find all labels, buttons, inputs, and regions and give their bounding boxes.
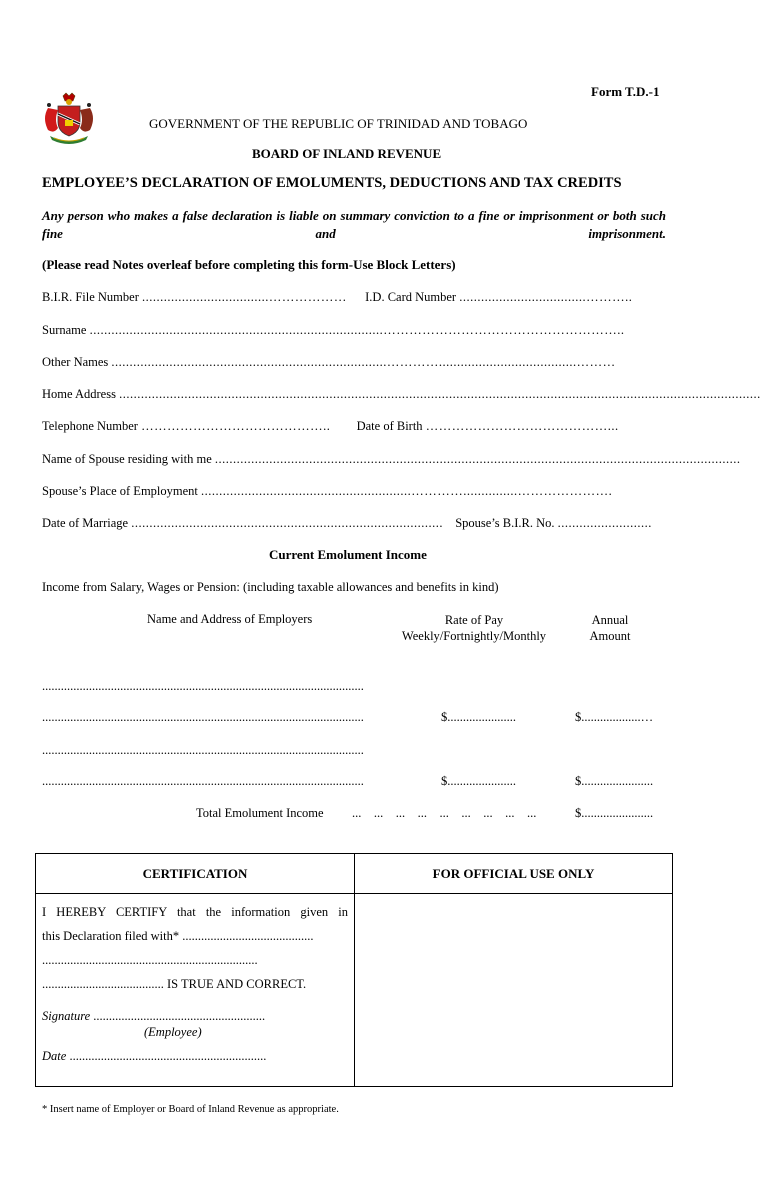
rate-header-line2: Weekly/Fortnightly/Monthly	[401, 629, 547, 643]
surname-label: Surname	[42, 323, 87, 337]
certify-line-2	[42, 924, 348, 948]
emolument-heading: Current Emolument Income	[269, 547, 427, 562]
bir-file-number-label: B.I.R. File Number	[42, 290, 139, 304]
date-of-birth-blank[interactable]: ……………………………………...	[425, 419, 619, 433]
other-names-label: Other Names	[42, 355, 109, 369]
date-of-marriage-field[interactable]	[42, 515, 666, 532]
government-name: GOVERNMENT OF THE REPUBLIC OF TRINIDAD AND TOBAGO	[149, 116, 528, 131]
certification-header: CERTIFICATION	[36, 854, 355, 894]
form-title: EMPLOYEE’S DECLARATION OF EMOLUMENTS, DEDUCTIONS AND TAX CREDITS	[42, 175, 622, 191]
bir-file-number-field[interactable]	[42, 289, 666, 306]
date-label: Date	[42, 1049, 67, 1063]
telephone-field[interactable]	[42, 418, 666, 435]
rate-blank-1[interactable]: $......................	[441, 710, 516, 724]
signature-label: Signature	[42, 1009, 91, 1023]
date-line	[42, 1044, 348, 1068]
telephone-label: Telephone Number	[42, 419, 138, 433]
total-emolument-label: Total Emolument Income	[196, 806, 324, 820]
home-address-blank[interactable]: .................................................................................................................................................................................	[119, 387, 761, 401]
form-id: Form T.D.-1	[591, 84, 660, 99]
annual-header-line2: Amount	[589, 629, 631, 643]
id-card-number-blank[interactable]: ...................................………..	[459, 290, 633, 304]
total-emolument-amount[interactable]: $.......................	[575, 806, 654, 820]
other-names-field[interactable]	[42, 354, 666, 371]
surname-field[interactable]	[42, 322, 666, 339]
employer-line-1[interactable]: .......................................................................................................	[42, 679, 364, 693]
spouse-name-label: Name of Spouse residing with me	[42, 452, 212, 466]
bir-file-number-blank[interactable]: ...................................………………	[142, 290, 347, 304]
true-and-correct-text: IS TRUE AND CORRECT.	[167, 977, 307, 991]
false-declaration-warning: Any person who makes a false declaration is liable on summary conviction to a fine or imprisonment or both such fine and imprisonment.	[42, 208, 666, 241]
certify-line-1: I HEREBY CERTIFY that the information given in	[42, 905, 348, 919]
spouse-bir-label: Spouse’s B.I.R. No.	[455, 516, 555, 530]
spouse-employment-label: Spouse’s Place of Employment	[42, 484, 198, 498]
spouse-name-field[interactable]	[42, 451, 741, 468]
other-names-blank[interactable]: ............................................................................…………......................................………	[111, 355, 616, 369]
date-of-marriage-label: Date of Marriage	[42, 516, 129, 530]
certification-table	[35, 853, 673, 1087]
date-blank[interactable]: ...............................................................	[69, 1049, 267, 1063]
annual-header-line1: Annual	[591, 613, 629, 627]
footnote: * Insert name of Employer or Board of Inland Revenue as appropriate.	[42, 1104, 339, 1115]
home-address-field[interactable]	[42, 386, 761, 403]
date-of-birth-label: Date of Birth	[356, 419, 423, 433]
employer-line-3[interactable]: .......................................................................................................	[42, 743, 364, 757]
total-emolument-dots: ... ... ... ... ... ... ... ... ...	[352, 806, 537, 820]
certify-filed-with-label: this Declaration filed with*	[42, 929, 180, 943]
spouse-name-blank[interactable]: .................................................................................................................................................	[214, 452, 741, 466]
signature-blank[interactable]: .......................................................	[93, 1009, 266, 1023]
spouse-bir-blank[interactable]: ..........................	[557, 516, 652, 530]
certify-line-3[interactable]: .....................................................................	[42, 953, 258, 967]
annual-blank-1[interactable]: $...................…	[575, 710, 654, 724]
instruction-text: (Please read Notes overleaf before completing this form-Use Block Letters)	[42, 257, 456, 272]
board-name: BOARD OF INLAND REVENUE	[252, 146, 442, 161]
certify-line-4	[42, 972, 348, 996]
certification-body	[36, 894, 355, 1087]
official-use-header: FOR OFFICIAL USE ONLY	[355, 854, 673, 894]
rate-header-line1: Rate of Pay	[444, 613, 504, 627]
employers-column-header: Name and Address of Employers	[147, 612, 313, 626]
employee-label: (Employee)	[144, 1025, 202, 1039]
coat-of-arms-icon	[40, 92, 98, 146]
spouse-employment-field[interactable]	[42, 483, 666, 500]
surname-blank[interactable]: .................................................................................………………………………………………..	[89, 323, 625, 337]
employer-name-blank[interactable]: ..........................................	[182, 929, 314, 943]
employer-name-blank-2[interactable]: .......................................	[42, 977, 164, 991]
rate-blank-2[interactable]: $......................	[441, 774, 516, 788]
telephone-blank[interactable]: ……………………………………..	[141, 419, 331, 433]
home-address-label: Home Address	[42, 387, 116, 401]
date-of-marriage-blank[interactable]: ......................................................................................	[131, 516, 443, 530]
spouse-employment-blank[interactable]: ..........................................................…………...............………………….	[201, 484, 613, 498]
employer-line-4[interactable]: .......................................................................................................	[42, 774, 364, 788]
annual-column-header	[578, 612, 642, 644]
id-card-number-label: I.D. Card Number	[365, 290, 457, 304]
rate-column-header	[393, 612, 555, 644]
income-description: Income from Salary, Wages or Pension: (including taxable allowances and benefits in kind)	[42, 580, 499, 594]
official-use-area	[355, 894, 673, 1087]
employer-line-2[interactable]: .......................................................................................................	[42, 710, 364, 724]
annual-blank-2[interactable]: $.......................	[575, 774, 654, 788]
